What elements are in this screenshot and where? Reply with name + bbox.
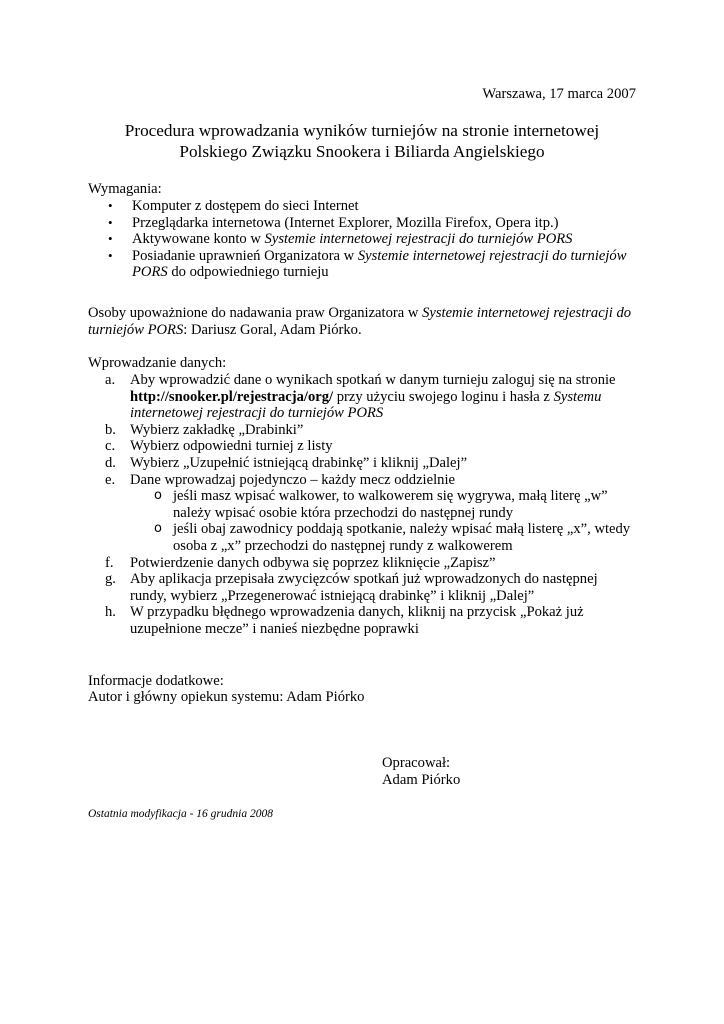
requirement-item [105, 198, 645, 215]
title-line-2: Polskiego Związku Snookera i Biliarda Angielskiego [179, 141, 545, 161]
entry-steps-list [105, 372, 645, 638]
requirements-heading: Wymagania: [88, 181, 162, 197]
substep-item [130, 488, 645, 521]
system-name: Systemu [553, 388, 602, 405]
circle-bullet-icon: o [154, 488, 162, 504]
bullet-icon: • [108, 214, 113, 230]
step-item [105, 472, 645, 555]
requirements-list [105, 198, 645, 281]
substep-text: osoba z „x” przechodzi do następnej rundy z walkowerem [173, 537, 513, 554]
entry-heading: Wprowadzanie danych: [88, 355, 227, 371]
step-text: Aby wprowadzić dane o wynikach spotkań w danym turnieju zaloguj się na stronie [130, 372, 616, 388]
step-text: Potwierdzenie danych odbywa się poprzez kliknięcie „Zapisz” [130, 554, 496, 571]
step-item [105, 455, 645, 472]
substeps-list [130, 488, 645, 554]
requirement-text: Przeglądarka internetowa (Internet Explorer, Mozilla Firefox, Opera itp.) [132, 214, 559, 231]
additional-info-heading: Informacje dodatkowe: [88, 673, 224, 689]
author-line: Autor i główny opiekun systemu: Adam Piórko [88, 689, 365, 705]
step-marker: e. [105, 471, 116, 488]
prepared-by-name: Adam Piórko [382, 772, 461, 788]
step-item [105, 604, 645, 637]
step-marker: g. [105, 571, 116, 588]
substep-text: należy wpisać osobie która przechodzi do następnej rundy [173, 504, 513, 521]
last-modified-note: Ostatnia modyfikacja - 16 grudnia 2008 [88, 808, 273, 820]
step-marker: f. [105, 554, 114, 571]
step-item [105, 372, 645, 422]
step-item [105, 571, 645, 604]
system-name: PORS [132, 264, 168, 281]
step-marker: b. [105, 421, 116, 438]
requirement-text: Aktywowane konto w [132, 231, 265, 248]
title-line-1: Procedura wprowadzania wyników turniejów na stronie internetowej [124, 121, 600, 140]
requirement-item [105, 248, 645, 281]
document-date: Warszawa, 17 marca 2007 [482, 86, 636, 102]
bullet-icon: • [108, 231, 113, 247]
organizers-names: : Dariusz Goral, Adam Piórko. [183, 321, 362, 338]
step-text: W przypadku błędnego wprowadzenia danych, kliknij na przycisk „Pokaż już [130, 604, 584, 621]
organizers-text: Osoby upoważnione do nadawania praw Organizatora w [88, 305, 423, 321]
substep-text: jeśli masz wpisać walkower, to walkowerem się wygrywa, małą literę „w” [173, 488, 608, 505]
document-title [0, 121, 724, 162]
prepared-by-label: Opracował: [382, 755, 451, 771]
step-text: uzupełnione mecze” i nanieś niezbędne poprawki [130, 620, 419, 637]
substep-item [130, 521, 645, 554]
requirement-text: Posiadanie uprawnień Organizatora w [132, 247, 358, 264]
step-marker: a. [105, 372, 116, 388]
step-item [105, 422, 645, 439]
requirement-text: Komputer z dostępem do sieci Internet [132, 198, 359, 214]
step-text: Wybierz zakładkę „Drabinki” [130, 421, 304, 438]
step-item [105, 555, 645, 572]
step-text: rundy, wybierz „Przegenerować istniejącą drabinkę” i kliknij „Dalej” [130, 587, 535, 604]
system-name: Systemie internetowej rejestracji do [422, 305, 632, 321]
requirement-item [105, 231, 645, 248]
step-text: Aby aplikacja przepisała zwycięzców spotkań już wprowadzonych do następnej [130, 571, 598, 588]
system-name: Systemie internetowej rejestracji do turniejów [357, 247, 627, 264]
step-text: przy użyciu swojego loginu i hasła z [333, 388, 554, 405]
step-text: Dane wprowadzaj pojedynczo – każdy mecz oddzielnie [130, 471, 455, 488]
requirement-item [105, 215, 645, 232]
bullet-icon: • [108, 247, 113, 263]
substep-text: jeśli obaj zawodnicy poddają spotkanie, należy wpisać małą listerę „x”, wtedy [173, 521, 631, 538]
bullet-icon: • [108, 198, 113, 213]
step-text: Wybierz „Uzupełnić istniejącą drabinkę” i kliknij „Dalej” [130, 454, 468, 471]
step-marker: d. [105, 454, 116, 471]
system-name: internetowej rejestracji do turniejów PORS [130, 405, 384, 422]
circle-bullet-icon: o [154, 521, 162, 537]
system-name: turniejów PORS [88, 321, 184, 338]
step-item [105, 438, 645, 455]
registration-url: http://snooker.pl/rejestracja/org/ [130, 388, 334, 405]
step-marker: c. [105, 438, 116, 455]
step-text: Wybierz odpowiedni turniej z listy [130, 438, 333, 455]
organizers-paragraph [88, 305, 648, 338]
step-marker: h. [105, 604, 116, 621]
system-name: Systemie internetowej rejestracji do turniejów PORS [264, 231, 573, 248]
requirement-text: do odpowiedniego turnieju [167, 264, 329, 281]
